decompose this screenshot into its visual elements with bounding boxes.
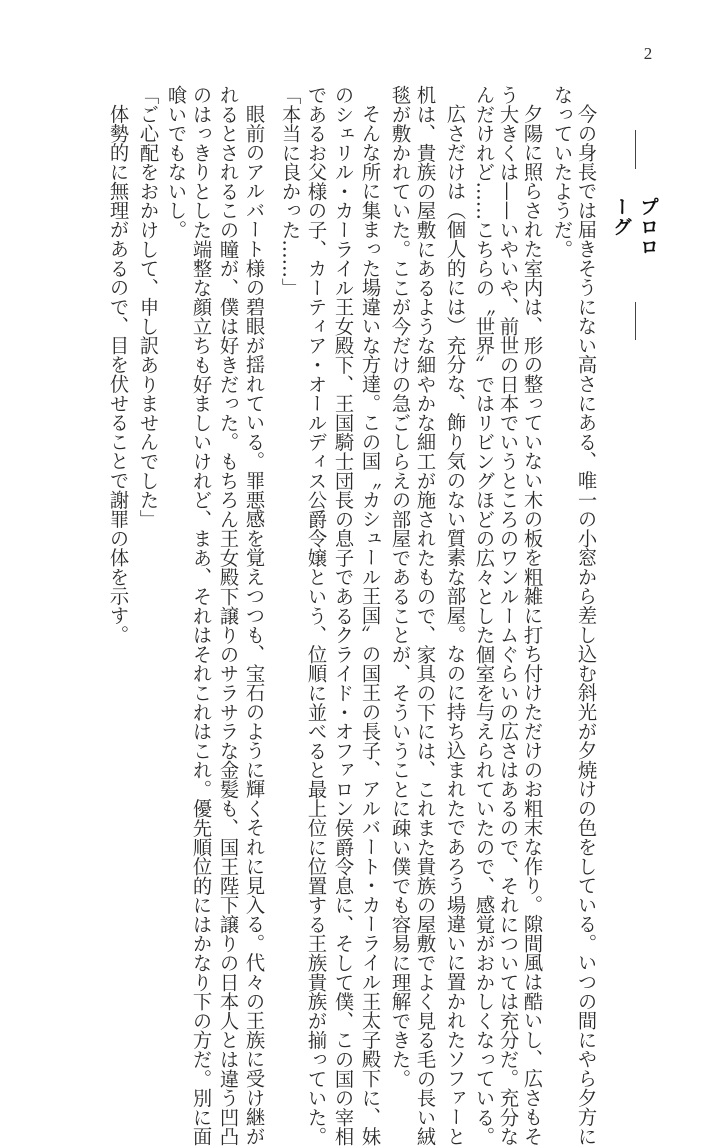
text-column: う大きくは——いやいや、前世の日本でいうところのワンルームぐらいの広さはあるので、それについては充分だ。充分な — [496, 85, 520, 1146]
text-column: 眼前のアルバート様の碧眼が揺れている。罪悪感を覚えつつも、宝石のように輝くそれに見入る。代々の王族に受け継が — [242, 104, 266, 1146]
text-column: であるお父様の子、カーティア・オールディス公爵令嬢という、位順に並べると最上位に位置する王族貴族が揃っていた。 — [304, 85, 328, 1146]
text-column: 広さだけは（個人的には）充分な、飾り気のない質素な部屋。なのに持ち込まれたであろう場違いに置かれたソファーと — [443, 104, 467, 1146]
dialogue-column: 「ご心配をおかけして、申し訳ありませんでした」 — [136, 85, 160, 529]
heading-rule-top — [635, 130, 636, 169]
text-column: 喰いでもないし。 — [164, 85, 188, 240]
chapter-title: プロローグ — [610, 196, 659, 257]
heading-rule-bottom — [635, 302, 636, 341]
text-column: れるとされるこの瞳が、僕は好きだった。もちろん王女殿下譲りのサラサラな金髪も、国王陛下譲りの日本人とは違う凹凸 — [216, 85, 240, 1146]
text-column: なっていたようだ。 — [550, 85, 574, 259]
text-column: 今の身長では届きそうにない高さにある、唯一の小窓から差し込む斜光が夕焼けの色をしている。いつの間にやら夕方に — [574, 104, 598, 1146]
dialogue-column: 「本当に良かった……」 — [278, 85, 302, 298]
text-column: のシェリル・カーライル王女殿下、王国騎士団長の息子であるクライド・オファロン侯爵令息に、そして僕、この国の宰相 — [331, 85, 355, 1146]
chapter-heading — [610, 130, 659, 340]
text-column: のはっきりとした端整な顔立ちも好ましいけれど、まあ、それはそれこれはこれ。優先順位的にはかなり下の方だ。別に面 — [189, 85, 213, 1146]
text-column: 机は、貴族の屋敷にあるような細やかな細工が施されたもので、家具の下には、これまた貴族の屋敷でよく見る毛の長い絨 — [413, 85, 437, 1146]
text-column: そんな所に集まった場違いな方達。この国〝カシュール王国〟の国王の長子、アルバート・カーライル王太子殿下に、妹 — [358, 104, 382, 1146]
text-column: 毯が敷かれていた。ここが今だけの急ごしらえの部屋であることが、そういうことに疎い僕でも容易に理解できた。 — [388, 85, 412, 1089]
page-number: 2 — [643, 44, 653, 63]
text-column: 体勢的に無理があるので、目を伏せることで謝罪の体を示す。 — [106, 104, 130, 645]
text-column: んだけれど……こちらの〝世界〟ではリビングほどの広々とした個室を与えられていたので、感覚がおかしくなっている。 — [472, 85, 496, 1146]
text-column: 夕陽に照らされた室内は、形の整っていない木の板を粗雑に打ち付けただけのお粗末な作り。隙間風は酷いし、広さもそ — [520, 104, 544, 1146]
